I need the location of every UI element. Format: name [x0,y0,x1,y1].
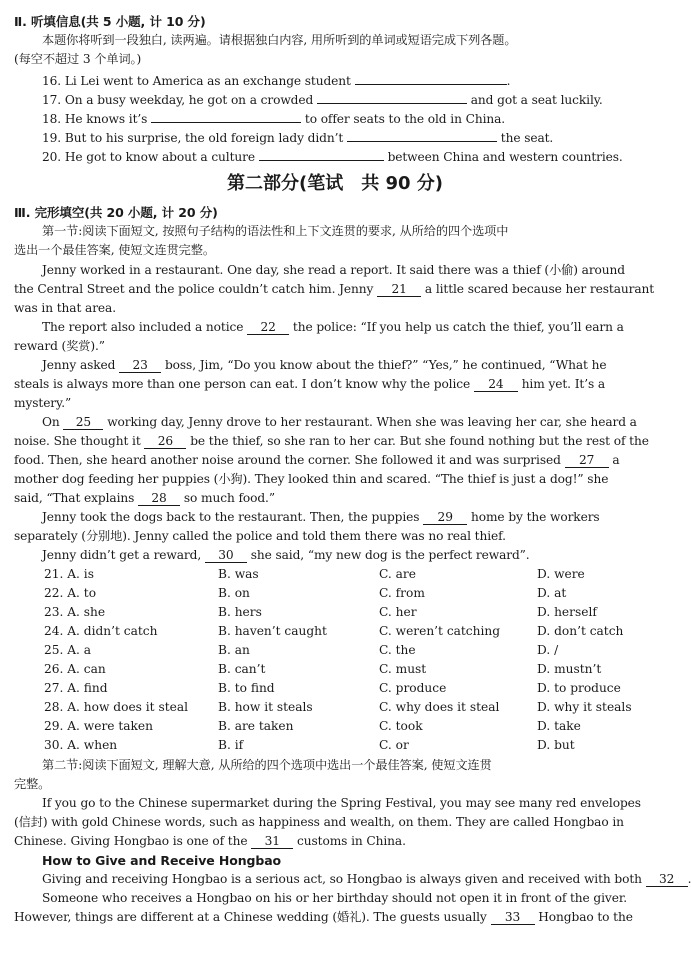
option-choice[interactable]: 30. A. when [44,738,118,752]
cloze-instruction: 第一节:阅读下面短文, 按照句子结构的语法性和上下文连贯的要求, 从所给的四个选项中 [42,224,509,238]
passage-line: mother dog feeding her puppies (小狗). They looked thin and scared. “The thief is just a dog!” she [14,472,609,486]
cloze-blank-23[interactable]: 23 [119,358,161,373]
cloze-blank-31[interactable]: 31 [251,834,293,849]
listening-item-19: 19. But to his surprise, the old foreign lady didn’t the seat. [14,127,654,148]
answer-blank-19[interactable] [347,127,497,142]
cloze-blank-21[interactable]: 21 [377,282,421,297]
option-choice[interactable]: B. an [218,643,250,657]
passage-line: (信封) with gold Chinese words, such as happiness and wealth, on them. They are called Hongbao in [14,815,624,829]
option-choice[interactable]: C. the [379,643,416,657]
cloze-instruction-cont: 选出一个最佳答案, 使短文连贯完整。 [14,243,215,257]
option-choice[interactable]: D. were [537,567,585,581]
passage-line: Giving and receiving Hongbao is a serious act, so Hongbao is always given and received with both 32 [14,870,654,889]
passage-line: Someone who receives a Hongbao on his or her birthday should not open it in front of the giver. [42,891,627,905]
option-choice[interactable]: D. take [537,719,581,733]
option-choice[interactable]: 23. A. she [44,605,106,619]
passage-line: However, things are different at a Chinese wedding (婚礼). The guests usually 33 Hongbao to the [14,910,633,924]
option-choice[interactable]: B. on [218,586,250,600]
passage-line: Jenny took the dogs back to the restaurant. Then, the puppies 29 home by the workers [42,510,600,524]
option-choice[interactable]: C. produce [379,681,447,695]
answer-blank-20[interactable] [259,146,384,161]
cloze-blank-24[interactable]: 24 [474,377,518,392]
answer-blank-18[interactable] [151,108,301,123]
option-choice[interactable]: B. are taken [218,719,294,733]
passage-line: the Central Street and the police couldn’t catch him. Jenny 21 a little scared because her restaurant [14,282,655,296]
option-choice[interactable]: C. from [379,586,425,600]
option-choice[interactable]: C. why does it steal [379,700,500,714]
option-choice[interactable]: C. her [379,605,417,619]
option-choice[interactable]: B. was [218,567,259,581]
cloze-blank-30[interactable]: 30 [205,548,247,563]
option-choice[interactable]: 26. A. can [44,662,106,676]
passage-line: said, “That explains 28 so much food.” [14,491,275,505]
cloze-blank-26[interactable]: 26 [144,434,186,449]
option-choice[interactable]: D. at [537,586,567,600]
listening-item-18: 18. He knows it’s to offer seats to the old in China. [14,108,654,129]
cloze-blank-32[interactable]: 32 [646,872,688,887]
passage-line: On 25 working day, Jenny drove to her restaurant. When she was leaving her car, she heard a [42,415,637,429]
passage-line: food. Then, she heard another noise around the corner. She followed it and was surprised 27 a [14,453,620,467]
option-choice[interactable]: B. to find [218,681,275,695]
passage-line: If you go to the Chinese supermarket during the Spring Festival, you may see many red envelopes [42,796,641,810]
passage-line: The report also included a notice 22 the police: “If you help us catch the thief, you’ll earn a [42,320,624,334]
option-choice[interactable]: D. mustn’t [537,662,602,676]
passage-line: was in that area. [14,301,116,315]
listening-heading: Ⅱ. 听填信息(共 5 小题, 计 10 分) [14,14,206,29]
article-title: How to Give and Receive Hongbao [42,853,282,868]
option-choice[interactable]: C. are [379,567,416,581]
passage-line: steals is always more than one person can eat. I don’t know why the police 24 him yet. It’s a [14,377,606,391]
part-two-title: 第二部分(笔试 共 90 分) [226,173,444,194]
option-choice[interactable]: C. weren’t catching [379,624,501,638]
option-choice[interactable]: C. or [379,738,409,752]
option-choice[interactable]: D. herself [537,605,597,619]
option-choice[interactable]: 24. A. didn’t catch [44,624,158,638]
passage-line: reward (奖赏).” [14,339,105,353]
listening-instruction-note: (每空不超过 3 个单词。) [14,52,142,66]
option-choice[interactable]: 29. A. were taken [44,719,153,733]
cloze-blank-22[interactable]: 22 [247,320,289,335]
passage-line: separately (分别地). Jenny called the police and told them there was no real thief. [14,529,506,543]
listening-item-16: 16. Li Lei went to America as an exchange student . [14,70,654,91]
option-choice[interactable]: B. hers [218,605,262,619]
section2-instruction-cont: 完整。 [14,777,51,791]
option-choice[interactable]: D. but [537,738,575,752]
passage-line: mystery.” [14,396,72,410]
option-choice[interactable]: D. / [537,643,559,657]
option-choice[interactable]: C. took [379,719,423,733]
option-choice[interactable]: 22. A. to [44,586,97,600]
option-choice[interactable]: 21. A. is [44,567,94,581]
cloze-blank-25[interactable]: 25 [63,415,103,430]
section2-instruction: 第二节:阅读下面短文, 理解大意, 从所给的四个选项中选出一个最佳答案, 使短文连贯 [42,758,492,772]
listening-instruction: 本题你将听到一段独白, 读两遍。请根据独白内容, 用所听到的单词或短语完成下列各题。 [42,33,517,47]
listening-item-20: 20. He got to know about a culture between China and western countries. [14,146,654,167]
option-choice[interactable]: B. haven’t caught [218,624,327,638]
cloze-blank-27[interactable]: 27 [565,453,609,468]
option-choice[interactable]: D. why it steals [537,700,632,714]
listening-item-17: 17. On a busy weekday, he got on a crowded and got a seat luckily. [14,89,654,110]
cloze-blank-33[interactable]: 33 [491,910,535,925]
passage-line: noise. She thought it 26 be the thief, so she ran to her car. But she found nothing but the rest of the [14,434,649,448]
option-choice[interactable]: B. if [218,738,244,752]
answer-blank-17[interactable] [317,89,467,104]
option-choice[interactable]: D. don’t catch [537,624,624,638]
answer-blank-16[interactable] [355,70,507,85]
passage-line: Chinese. Giving Hongbao is one of the 31 customs in China. [14,834,406,848]
passage-line: Jenny didn’t get a reward, 30 she said, “my new dog is the perfect reward”. [42,548,530,562]
cloze-blank-28[interactable]: 28 [138,491,180,506]
option-choice[interactable]: B. can’t [218,662,266,676]
option-choice[interactable]: D. to produce [537,681,621,695]
cloze-blank-29[interactable]: 29 [423,510,467,525]
cloze-heading: Ⅲ. 完形填空(共 20 小题, 计 20 分) [14,205,218,220]
option-choice[interactable]: C. must [379,662,427,676]
passage-line: Jenny asked 23 boss, Jim, “Do you know about the thief?” “Yes,” he continued, “What he [42,358,607,372]
passage-line: Jenny worked in a restaurant. One day, she read a report. It said there was a thief (小偷) around [42,263,625,277]
option-choice[interactable]: 27. A. find [44,681,108,695]
option-choice[interactable]: B. how it steals [218,700,313,714]
option-choice[interactable]: 25. A. a [44,643,92,657]
option-choice[interactable]: 28. A. how does it steal [44,700,188,714]
